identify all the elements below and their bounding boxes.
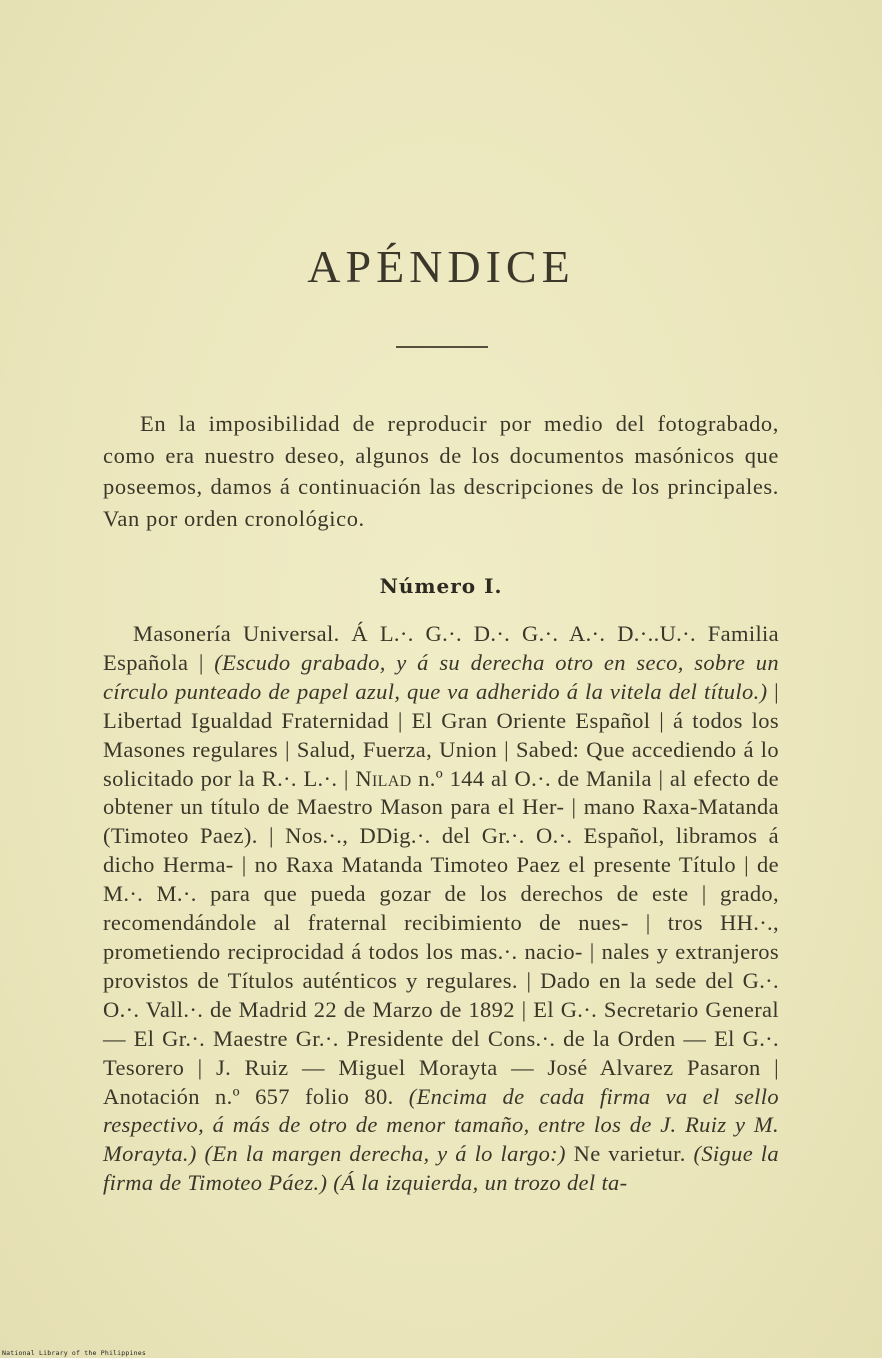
- description-note-3: (Sigue la firma de Timoteo Páez.) (Á la izquierda, un trozo del ta-: [103, 1141, 779, 1196]
- description-note-1: (Escudo grabado, y á su derecha otro en seco, sobre un círculo punteado de papel azul, que va adherido á la vitela del título.): [103, 649, 779, 704]
- document-description: [103, 620, 779, 1198]
- description-note-2: (Encima de cada firma va el sello respectivo, á más de otro de menor tamaño, entre los de J. Ruiz y M. Morayta.) (En la margen derecha, y á lo largo:): [103, 1083, 779, 1167]
- page-title: APÉNDICE: [307, 241, 575, 292]
- description-text-4: Ne varietur.: [565, 1141, 694, 1167]
- intro-paragraph: En la imposibilidad de reproducir por medio del fotograbado, como era nuestro deseo, algunos de los documentos masónicos que poseemos, damos á continuación las descripciones de los principales. Van por orden cronológico.: [103, 411, 779, 531]
- description-text-1: Masonería Universal. Á L.·. G.·. D.·. G.·. A.·. D.·..U.·. Familia Española |: [103, 621, 779, 675]
- title-divider: [396, 346, 488, 348]
- library-footer: National Library of the Philippines: [2, 1349, 146, 1357]
- section-heading: Número I.: [379, 574, 503, 598]
- description-text-2: | Libertad Igualdad Fraternidad | El Gran Oriente Español | á todos los Masones regulares | Salud, Fuerza, Union | Sabed: Que accediendo á lo solicitado por la R.·. L.·. |: [103, 678, 779, 791]
- description-text-3: n.º 144 al O.·. de Manila | al efecto de obtener un título de Maestro Mason para el Her- | mano Raxa-Matanda (Timoteo Paez). | Nos.·., DDig.·. del Gr.·. O.·. Español, libramos á dicho Herma- | no Raxa Matanda Timoteo Paez el presente Título | de M.·. M.·. para que pueda gozar de los derechos de este | grado, recomendándole al fraternal recibimiento de nues- | tros HH.·., prometiendo reciprocidad á todos los mas.·. nacio- | nales y extranjeros provistos de Títulos auténticos y regulares. | Dado en la sede del G.·. O.·. Vall.·. de Madrid 22 de Marzo de 1892 | El G.·. Secretario General — El Gr.·. Maestre Gr.·. Presidente del Cons.·. de la Orden — El G.·. Tesorero | J. Ruiz — Miguel Morayta — José Alvarez Pasaron | Anotación n.º 657 folio 80.: [103, 765, 779, 1109]
- lodge-name: Nilad: [355, 765, 412, 791]
